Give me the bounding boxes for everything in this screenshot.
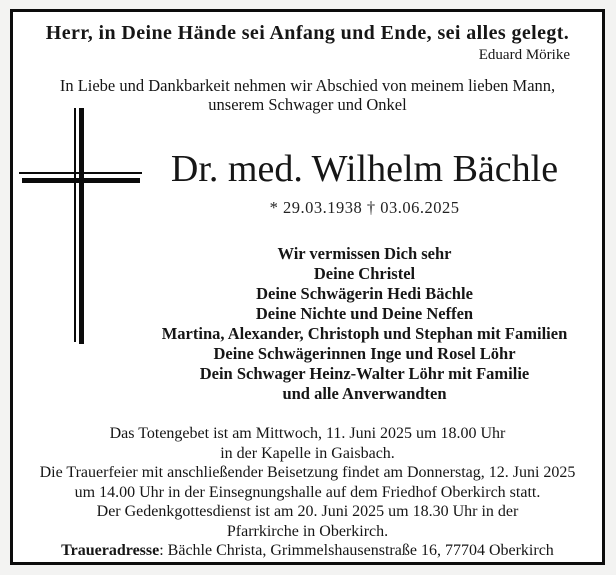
mourners-list xyxy=(135,244,594,404)
quote-author: Eduard Mörike xyxy=(478,47,570,63)
service-line: Das Totengebet ist am Mittwoch, 11. Juni 2025 um 18.00 Uhr xyxy=(109,425,506,442)
memorial-quote: Herr, in Deine Hände sei Anfang und Ende, sei alles gelegt. xyxy=(45,22,570,44)
deceased-block xyxy=(135,145,594,404)
service-line: in der Kapelle in Gaisbach. xyxy=(220,444,395,462)
mourner-line: Deine Nichte und Deine Neffen xyxy=(255,304,474,323)
mourner-line: Deine Schwägerin Hedi Bächle xyxy=(256,284,473,303)
service-line: Der Gedenkgottesdienst ist am 20. Juni 2025 um 18.30 Uhr in der xyxy=(96,503,519,520)
cross-vertical-thin-stroke xyxy=(74,108,76,342)
mourning-address xyxy=(13,541,602,561)
service-details xyxy=(13,424,602,561)
intro-line-2: unserem Schwager und Onkel xyxy=(208,95,407,114)
mourning-address-value: : Bächle Christa, Grimmelshausenstraße 16, 77704 Oberkirch xyxy=(159,542,554,559)
obituary-notice xyxy=(10,9,605,565)
service-line: Pfarrkirche in Oberkirch. xyxy=(226,522,389,540)
mourner-line: Deine Christel xyxy=(313,264,416,283)
cross-horizontal-thick-stroke xyxy=(22,178,140,183)
cross-horizontal-thin-stroke xyxy=(19,172,142,174)
mourner-line: und alle Anverwandten xyxy=(282,384,447,403)
birth-date: * 29.03.1938 xyxy=(269,198,363,217)
service-line: um 14.00 Uhr in der Einsegnungshalle auf dem Friedhof Oberkirch statt. xyxy=(74,483,541,501)
mourner-line: Dein Schwager Heinz-Walter Löhr mit Familie xyxy=(199,364,530,383)
mourning-address-label: Traueradresse xyxy=(61,542,160,559)
mourner-line: Wir vermissen Dich sehr xyxy=(277,244,452,263)
mourner-line: Deine Schwägerinnen Inge und Rosel Löhr xyxy=(213,344,516,363)
mourner-line: Martina, Alexander, Christoph und Stephan mit Familien xyxy=(161,324,568,343)
intro-line-1: In Liebe und Dankbarkeit nehmen wir Abschied von meinem lieben Mann, xyxy=(59,76,556,95)
service-line: Die Trauerfeier mit anschließender Beisetzung findet am Donnerstag, 12. Juni 2025 xyxy=(39,464,576,481)
life-dates xyxy=(135,198,594,218)
intro-text xyxy=(13,76,602,114)
death-date: † 03.06.2025 xyxy=(366,198,460,217)
deceased-name: Dr. med. Wilhelm Bächle xyxy=(170,148,559,190)
cross-vertical-thick-stroke xyxy=(79,108,84,344)
